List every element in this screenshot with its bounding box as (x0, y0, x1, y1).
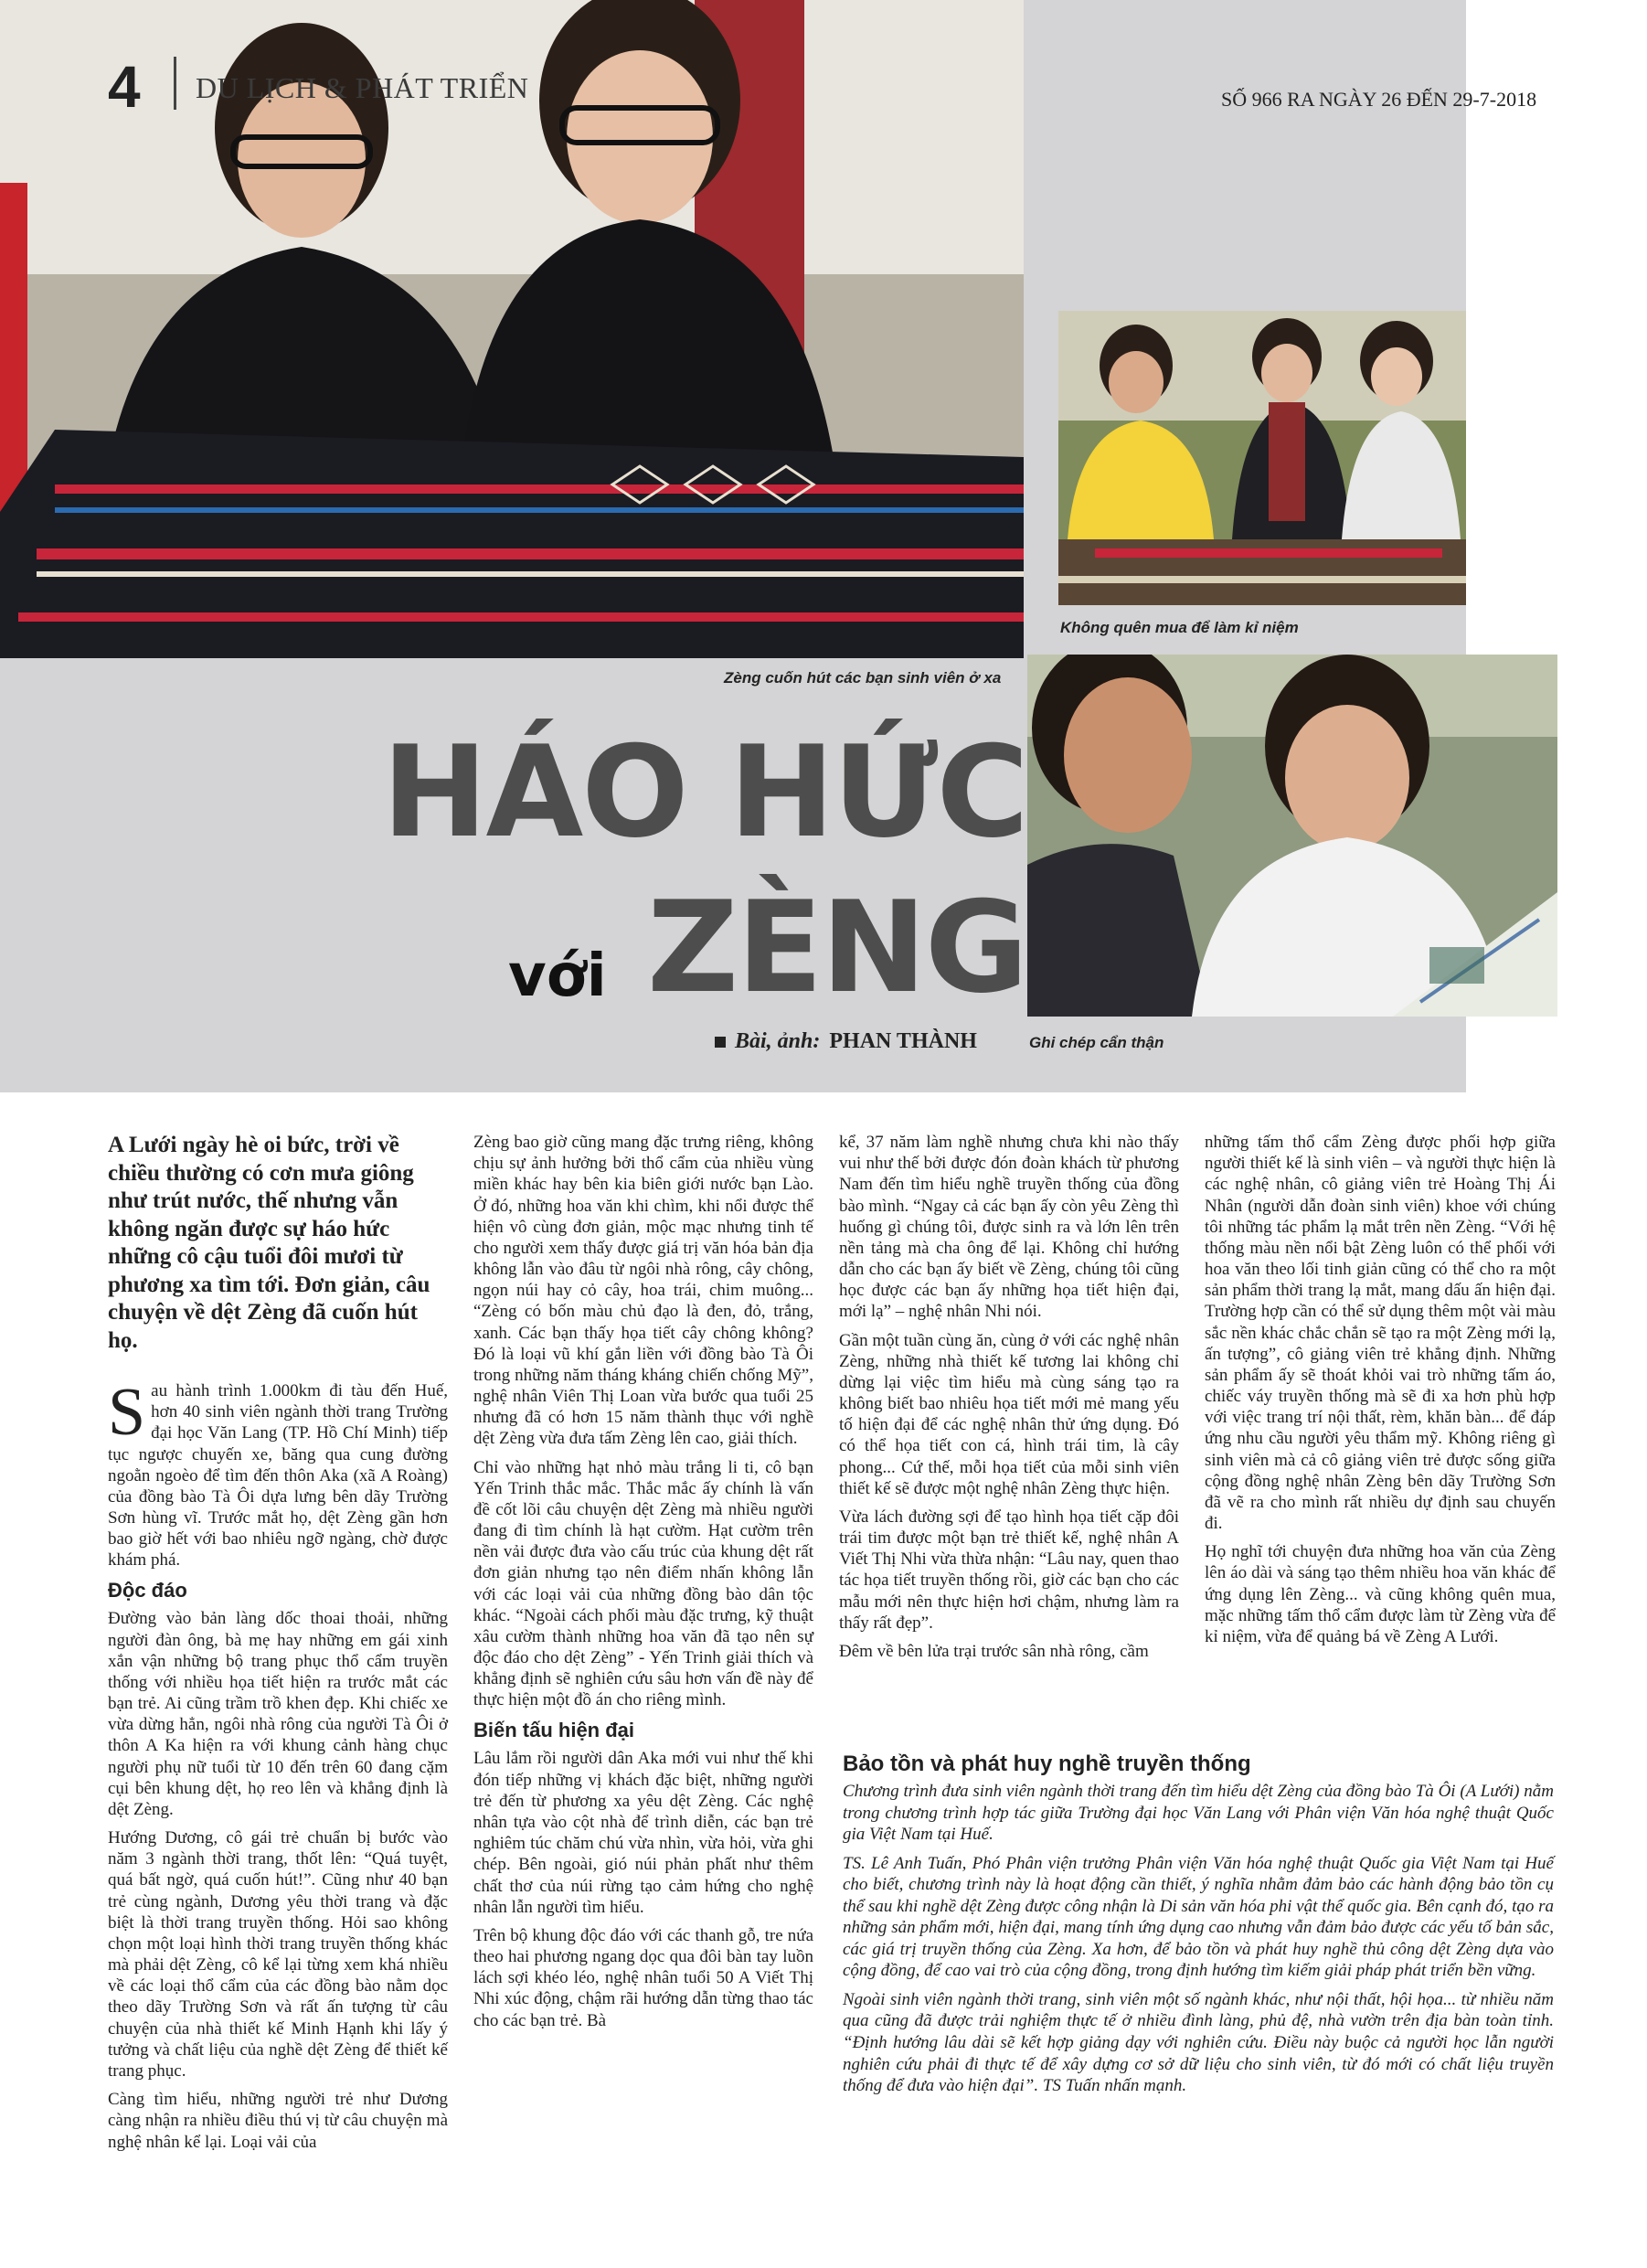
byline-author: PHAN THÀNH (829, 1029, 977, 1053)
byline-bullet (715, 1037, 726, 1048)
article-lead: A Lưới ngày hè oi bức, trời về chiều thường có cơn mưa giông như trút nước, thế nhưng vẫn không ngăn được sự háo hức những cô cậu tuổi đôi mươi từ phương xa tìm tới. Đơn giản, câu chuyện về dệt Zèng đã cuốn hút họ. (108, 1133, 430, 1353)
article-paragraph: Vừa lách đường sợi để tạo hình họa tiết cặp đôi trái tim được một bạn trẻ thiết kế, nghệ nhân A Viết Thị Nhi vừa thừa nhận: “Lâu nay, quen thao tác họa tiết truyền thống rồi, giờ các bạn cho các mẫu mới nên thực hiện hơi chậm, nhưng làm ra thấy rất đẹp”. (839, 1507, 1179, 1633)
article-paragraph: Họ nghĩ tới chuyện đưa những hoa văn của Zèng lên áo dài và sáng tạo thêm nhiều hoa văn khác để ứng dụng lên Zèng... và cũng không quên mua, mặc những tấm thổ cẩm được làm từ Zèng vừa để kỉ niệm, vừa để quảng bá về Zèng A Lưới. (1205, 1542, 1556, 1646)
header-divider (174, 57, 176, 110)
drop-cap: S (108, 1375, 146, 1450)
box-paragraph: Ngoài sinh viên ngành thời trang, sinh viên một số ngành khác, như nội thất, hội họa... từ nhiều năm qua cũng đã được trải nghiệm thực tế ở nhiều đình làng, phủ đệ, nhà vườn trên địa bàn toàn tỉnh. “Định hướng lâu dài sẽ kết hợp giảng dạy với nghiên cứu. Điều này buộc cả người học lẫn người nghiên cứu phải đi thực tế để xây dựng cơ sở dữ liệu cho sinh viên, từ đó mới có chất liệu truyền thống để đưa vào hiện đại”. TS Tuấn nhấn mạnh. (843, 1989, 1554, 2096)
article-paragraph: những tấm thổ cẩm Zèng được phối hợp giữa người thiết kế là sinh viên – và người thực hiện là các nghệ nhân, cô giảng viên trẻ Hoàng Thị Ái Nhân (người dẫn đoàn sinh viên) khoe với chúng tôi những tác phẩm lạ mắt trên nền Zèng. “Với hệ thống màu nền nổi bật Zèng luôn có thể phối với hoa văn theo lối tinh giản cũng có thể cho ra một sản phẩm thời trang lạ mắt, mang dấu ấn hiện đại. Trường hợp cần có thể sử dụng thêm một vài màu sắc nền khác chắc chắn sẽ tạo ra một Zèng mới lạ, ấn tượng”, cô giảng viên trẻ khẳng định. Những sản phẩm ấy sẽ thoát khỏi vai trò những tấm áo, chiếc váy truyền thống mà sẽ đi xa hơn phù hợp với việc trang trí nội thất, rèm, khăn bàn... để đáp ứng nhu cầu người yêu thẩm mỹ. Không riêng gì sinh viên mà cả cô giảng viên trẻ được sống giữa cộng đồng nghệ nhân Zèng bên dãy Trường Sơn đã vẽ ra cho mình rất nhiều dự định sau chuyến đi. (1205, 1133, 1556, 1534)
section-title: DU LỊCH & PHÁT TRIỂN (196, 71, 529, 104)
subheading: Biến tấu hiện đại (473, 1718, 635, 1741)
bottom-right-photo (1027, 655, 1557, 1017)
article-paragraph: Đêm về bên lửa trại trước sân nhà rông, cầm (839, 1641, 1149, 1661)
issue-info: SỐ 966 RA NGÀY 26 ĐẾN 29-7-2018 (1221, 88, 1537, 111)
article-paragraph: Sau hành trình 1.000km đi tàu đến Huế, hơn 40 sinh viên ngành thời trang Trường đại học Văn Lang (TP. Hồ Chí Minh) tiếp tục ngược chuyến xe, băng qua cung đường ngoằn ngoèo để tìm đến thôn Aka (xã A Roàng) của đồng bào Tà Ôi dựa lưng bên dãy Trường Sơn hùng vĩ. Trước mắt họ, dệt Zèng gần hơn bao giờ hết với bao nhiêu ngỡ ngàng, chờ được khám phá. (108, 1375, 448, 1571)
box-paragraph: Chương trình đưa sinh viên ngành thời trang đến tìm hiểu dệt Zèng của đồng bào Tà Ôi (A Lưới) nằm trong chương trình hợp tác giữa Trường đại học Văn Lang với Phân viện Văn hóa nghệ thuật Quốc gia Việt Nam tại Huế. (843, 1782, 1554, 1845)
article-paragraph: Zèng bao giờ cũng mang đặc trưng riêng, không chịu sự ảnh hưởng bởi thổ cẩm của nhiều vùng miền khác hay bên kia biên giới nước bạn Lào. Ở đó, những hoa văn khi chìm, khi nổi được thể hiện vô cùng đơn giản, mộc mạc nhưng tinh tế cho người xem thấy được giá trị văn hóa bản địa không lẫn vào đâu từ ngôi nhà rông, cây chông, ngọn núi hay cỏ cây, hoa trái, chim muông... “Zèng có bốn màu chủ đạo là đen, đỏ, trắng, xanh. Các bạn thấy họa tiết cây chông không? Đó là loại vũ khí gắn liền với đồng bào Tà Ôi trong những năm tháng kháng chiến chống Mỹ”, nghệ nhân Viên Thị Loan vừa bước qua tuổi 25 nhưng đã có hơn 15 năm thành thục với nghề dệt Zèng vừa đưa tấm Zèng lên cao, giải thích. (473, 1133, 813, 1449)
article-paragraph: Chỉ vào những hạt nhỏ màu trắng li ti, cô bạn Yến Trinh thắc mắc. Thắc mắc ấy chính là vấn đề cốt lõi câu chuyện dệt Zèng mà nhiều người đang đi tìm chính là hạt cườm. Hạt cườm trên nền vải được đưa vào cấu trúc của khung dệt rất đơn giản nhưng tạo nên điểm nhấn không lẫn với các loại vải của những đồng bào dân tộc khác. “Ngoài cách phối màu đặc trưng, kỹ thuật xâu cườm thành những hoa văn đã tạo nên sự độc đáo cho dệt Zèng” - Yến Trinh giải thích và khẳng định sẽ nghiên cứu sâu hơn vấn đề này để thực hiện một đồ án cho riêng mình. (473, 1457, 813, 1710)
article-paragraph: Đường vào bản làng dốc thoai thoải, những người đàn ông, bà mẹ hay những em gái xinh xắn vận những bộ trang phục thổ cẩm truyền thống với nhiều họa tiết hiện ra trước mắt các bạn trẻ. Ai cũng trầm trồ khen đẹp. Khi chiếc xe vừa dừng hẳn, ngôi nhà rông của người Tà Ôi ở thôn A Ka hiện ra với khung cảnh hàng chục người phụ nữ tuổi từ 10 đến trên 60 đang cặm cụi bên khung dệt, họ reo lên và khẳng định là dệt Zèng. (108, 1609, 448, 1819)
box-paragraph: TS. Lê Anh Tuấn, Phó Phân viện trưởng Phân viện Văn hóa nghệ thuật Quốc gia Việt Nam tại Huế cho biết, chương trình này là hoạt động cần thiết, ý nghĩa nhằm đảm bảo các hành động bảo tồn cụ thể sau khi nghề dệt Zèng được công nhận là Di sản văn hóa phi vật thể quốc gia. Bên cạnh đó, tạo ra những sản phẩm mới, hiện đại, mang tính ứng dụng cao nhưng vẫn đảm bảo được các yếu tố bản sắc, các giá trị truyền thống của Zèng. Xa hơn, để bảo tồn và phát huy nghề thủ công dệt Zèng dựa vào cộng đồng, để cao vai trò của cộng đồng, trong định hướng tìm kiếm giải pháp phát triển bền vững. (843, 1853, 1554, 1981)
box-body (843, 1781, 1554, 2104)
article-column-1 (108, 1132, 448, 2160)
article-column-3 (839, 1132, 1179, 1669)
byline (715, 1029, 977, 1054)
top-right-photo (1058, 311, 1466, 605)
headline-line-2: ZÈNG (647, 874, 1027, 1021)
byline-label: Bài, ảnh: (735, 1029, 821, 1053)
article-paragraph: Hướng Dương, cô gái trẻ chuẩn bị bước vào năm 3 ngành thời trang, thốt lên: “Quá tuyệt, quá bất ngờ, quá cuốn hút!”. Cũng như 40 bạn trẻ cùng ngành, Dương yêu thời trang và đặc biệt là thời trang truyền thống. Hỏi sao không chọn một loại hình thời trang truyền thống khác mà phải dệt Zèng, cô kể lại từng xem khá nhiều về các loại thổ cẩm của các đồng bào nằm dọc theo dãy Trường Sơn và rất ấn tượng từ câu chuyện của nhà thiết kế Minh Hạnh khi lấy ý tưởng và chất liệu của nghề dệt Zèng để thiết kế trang phục. (108, 1828, 448, 2081)
caption-top-right-photo: Không quên mua để làm kỉ niệm (1060, 619, 1299, 636)
article-paragraph: kể, 37 năm làm nghề nhưng chưa khi nào thấy vui như thế bởi được đón đoàn khách từ phương Nam đến tìm hiểu nghề truyền thống của đồng bào mình. “Ngay cả các bạn ấy còn yêu Zèng thì huống gì chúng tôi, được sinh ra và lớn lên trên nền tảng mà cha ông để lại. Không chỉ hướng dẫn cho các bạn ấy biết về Zèng, chúng tôi cũng học được các bạn ấy những họa tiết hiện đại, mới lạ” – nghệ nhân Nhi nói. (839, 1133, 1179, 1322)
article-column-2 (473, 1132, 813, 2039)
article-paragraph: Trên bộ khung độc đáo với các thanh gỗ, tre nứa theo hai phương ngang dọc qua đôi bàn tay luồn lách sợi khéo léo, nghệ nhân tuổi 50 A Viết Thị Nhi xúc động, chậm rãi hướng dẫn từng thao tác cho các bạn trẻ. Bà (473, 1925, 813, 2030)
box-title: Bảo tồn và phát huy nghề truyền thống (843, 1752, 1251, 1776)
article-paragraph: Càng tìm hiểu, những người trẻ như Dương càng nhận ra nhiều điều thú vị từ câu chuyện mà nghệ nhân kể lại. Loại vải của (108, 2090, 448, 2152)
page-number: 4 (108, 54, 141, 120)
article-column-4 (1205, 1132, 1556, 1655)
subheading: Độc đáo (108, 1578, 187, 1602)
article-paragraph: Gần một tuần cùng ăn, cùng ở với các nghệ nhân Zèng, những nhà thiết kế tương lai không chỉ dừng lại việc tìm hiểu mà cùng sáng tạo ra không biết bao nhiêu họa tiết mới mẻ mang yếu tố hiện đại để các nghệ nhân thử ứng dụng. Đó có thể họa tiết con cá, hình trái tim, là cây phong... Cứ thế, mỗi họa tiết của mỗi sinh viên thiết kế sẽ được một nghệ nhân Zèng thực hiện. (839, 1330, 1180, 1498)
caption-bottom-right-photo: Ghi chép cẩn thận (1029, 1034, 1164, 1051)
headline-line-1: HÁO HỨC (382, 719, 1027, 866)
article-paragraph: Lâu lắm rồi người dân Aka mới vui như thế khi đón tiếp những vị khách đặc biệt, những người trẻ đến từ phương xa yêu dệt Zèng. Các nghệ nhân tựa vào cột nhà để trình diễn, các bạn trẻ nghiêm túc chăm chú vừa nhìn, vừa hỏi, vừa ghi chép. Bên ngoài, gió núi phản phất như thêm chất thơ của núi rừng tạo cảm hứng cho nghệ nhân lẫn người tìm hiểu. (473, 1749, 813, 1917)
caption-main-photo: Zèng cuốn hút các bạn sinh viên ở xa (724, 669, 1002, 687)
headline-small-word: với (508, 942, 607, 1010)
